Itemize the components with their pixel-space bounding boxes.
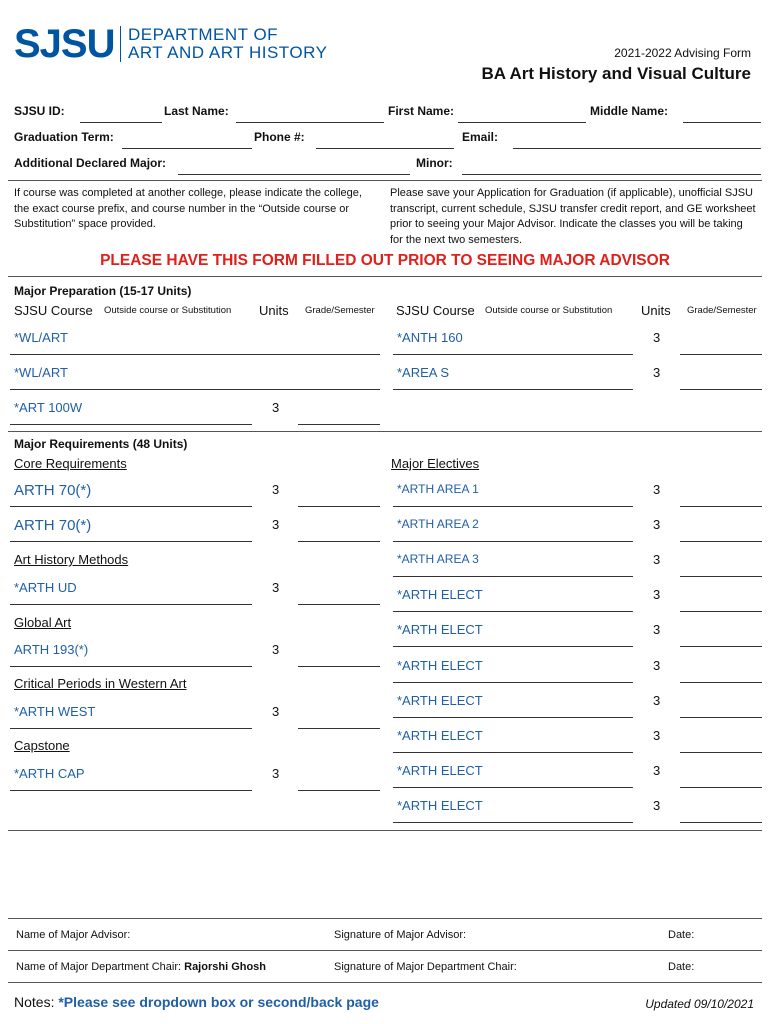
col-outside: Outside course or Substitution — [104, 305, 232, 316]
core-heading: Core Requirements — [14, 456, 127, 471]
instructions-right: Please save your Application for Graduation (if applicable), unofficial SJSU transcript, current schedule, SJSU transfer credit report, and GE worksheet prior to seeing your Major Advisor. Indicate the classes you will be taking for the next two semesters. — [390, 187, 756, 246]
col-sjsu-course: SJSU Course — [14, 303, 93, 318]
dept-line1: DEPARTMENT OF — [128, 25, 279, 44]
last-name-label: Last Name: — [164, 104, 229, 118]
elective-units: 3 — [653, 763, 661, 778]
chair-label: Name of Major Department Chair: — [16, 961, 182, 973]
last-name-field[interactable] — [236, 106, 384, 120]
grad-term-label: Graduation Term: — [14, 130, 114, 144]
instructions-left: If course was completed at another college, please indicate the college, the exact course prefix, and course number in the “Outside course or Substitution” space provided. — [14, 187, 362, 230]
elective-course: *ARTH ELECT — [397, 622, 483, 637]
major-req-heading: Major Requirements (48 Units) — [14, 437, 188, 451]
elective-course: *ARTH ELECT — [397, 798, 483, 813]
elective-course: *ARTH AREA 2 — [397, 517, 479, 531]
elective-course: *ARTH ELECT — [397, 763, 483, 778]
elective-units: 3 — [653, 693, 661, 708]
grad-term-field[interactable] — [122, 132, 252, 146]
form-title: BA Art History and Visual Culture — [481, 64, 751, 83]
middle-name-field[interactable] — [683, 106, 761, 120]
prep-course-right: *ANTH 160 — [397, 330, 463, 345]
middle-name-label: Middle Name: — [590, 104, 669, 118]
phone-field[interactable] — [316, 132, 454, 146]
prep-course: *ART 100W — [14, 400, 83, 415]
elective-units: 3 — [653, 658, 661, 673]
dept-line2: ART AND ART HISTORY — [128, 43, 328, 62]
elective-course: *ARTH AREA 1 — [397, 482, 479, 496]
capstone-heading: Capstone — [14, 738, 70, 753]
logo-divider — [120, 26, 121, 62]
global-units: 3 — [272, 642, 280, 657]
global-course: ARTH 193(*) — [14, 642, 89, 657]
elective-course: *ARTH AREA 3 — [397, 552, 479, 566]
critical-heading: Critical Periods in Western Art — [14, 676, 187, 691]
form-year: 2021-2022 Advising Form — [614, 46, 751, 60]
notes-text: *Please see dropdown box or second/back page — [58, 994, 379, 1010]
prep-course: *WL/ART — [14, 365, 68, 380]
global-heading: Global Art — [14, 615, 72, 630]
elective-units: 3 — [653, 798, 661, 813]
advisor-sig-label: Signature of Major Advisor: — [334, 929, 467, 941]
advisor-name-label: Name of Major Advisor: — [16, 929, 131, 941]
email-label: Email: — [462, 130, 499, 144]
elective-units: 3 — [653, 552, 661, 567]
prep-course: *WL/ART — [14, 330, 68, 345]
methods-units: 3 — [272, 580, 280, 595]
core-course: ARTH 70(*) — [14, 517, 92, 534]
email-field[interactable] — [513, 132, 761, 146]
declared-major-field[interactable] — [178, 158, 410, 172]
minor-label: Minor: — [416, 156, 453, 170]
elective-course: *ARTH ELECT — [397, 658, 483, 673]
sjsu-id-label: SJSU ID: — [14, 104, 65, 118]
date-label: Date: — [668, 929, 695, 941]
elective-units: 3 — [653, 587, 661, 602]
elective-course: *ARTH ELECT — [397, 728, 483, 743]
capstone-course: *ARTH CAP — [14, 766, 85, 781]
notice-banner: PLEASE HAVE THIS FORM FILLED OUT PRIOR TO SEEING MAJOR ADVISOR — [100, 252, 670, 269]
prep-units-right: 3 — [653, 365, 661, 380]
notes — [14, 994, 379, 1010]
phone-label: Phone #: — [254, 130, 305, 144]
notes-label: Notes: — [14, 994, 55, 1010]
methods-heading: Art History Methods — [14, 552, 129, 567]
core-units: 3 — [272, 517, 280, 532]
col-units: Units — [259, 303, 289, 318]
col-grade-right: Grade/Semester — [687, 305, 757, 316]
methods-course: *ARTH UD — [14, 580, 77, 595]
declared-major-label: Additional Declared Major: — [14, 156, 167, 170]
chair-name: Rajorshi Ghosh — [184, 961, 267, 973]
divider — [8, 180, 762, 181]
chair-sig-label: Signature of Major Department Chair: — [334, 961, 517, 973]
col-outside-right: Outside course or Substitution — [485, 305, 613, 316]
core-units: 3 — [272, 482, 280, 497]
col-units-right: Units — [641, 303, 671, 318]
elective-course: *ARTH ELECT — [397, 693, 483, 708]
elective-units: 3 — [653, 517, 661, 532]
core-course: ARTH 70(*) — [14, 482, 92, 499]
elective-course: *ARTH ELECT — [397, 587, 483, 602]
electives-heading: Major Electives — [391, 456, 480, 471]
updated-date: Updated 09/10/2021 — [645, 997, 754, 1011]
chair-name-label — [16, 961, 266, 973]
elective-units: 3 — [653, 482, 661, 497]
major-prep-heading: Major Preparation (15-17 Units) — [14, 284, 192, 298]
minor-field[interactable] — [462, 158, 761, 172]
critical-units: 3 — [272, 704, 280, 719]
capstone-units: 3 — [272, 766, 280, 781]
elective-units: 3 — [653, 728, 661, 743]
prep-units-right: 3 — [653, 330, 661, 345]
prep-units: 3 — [272, 400, 280, 415]
col-grade: Grade/Semester — [305, 305, 375, 316]
sjsu-id-field[interactable] — [80, 106, 162, 120]
sjsu-logo: SJSU — [14, 22, 115, 66]
date-label: Date: — [668, 961, 695, 973]
first-name-field[interactable] — [458, 106, 586, 120]
first-name-label: First Name: — [388, 104, 455, 118]
col-sjsu-course-right: SJSU Course — [396, 303, 475, 318]
prep-course-right: *AREA S — [397, 365, 450, 380]
critical-course: *ARTH WEST — [14, 704, 96, 719]
elective-units: 3 — [653, 622, 661, 637]
